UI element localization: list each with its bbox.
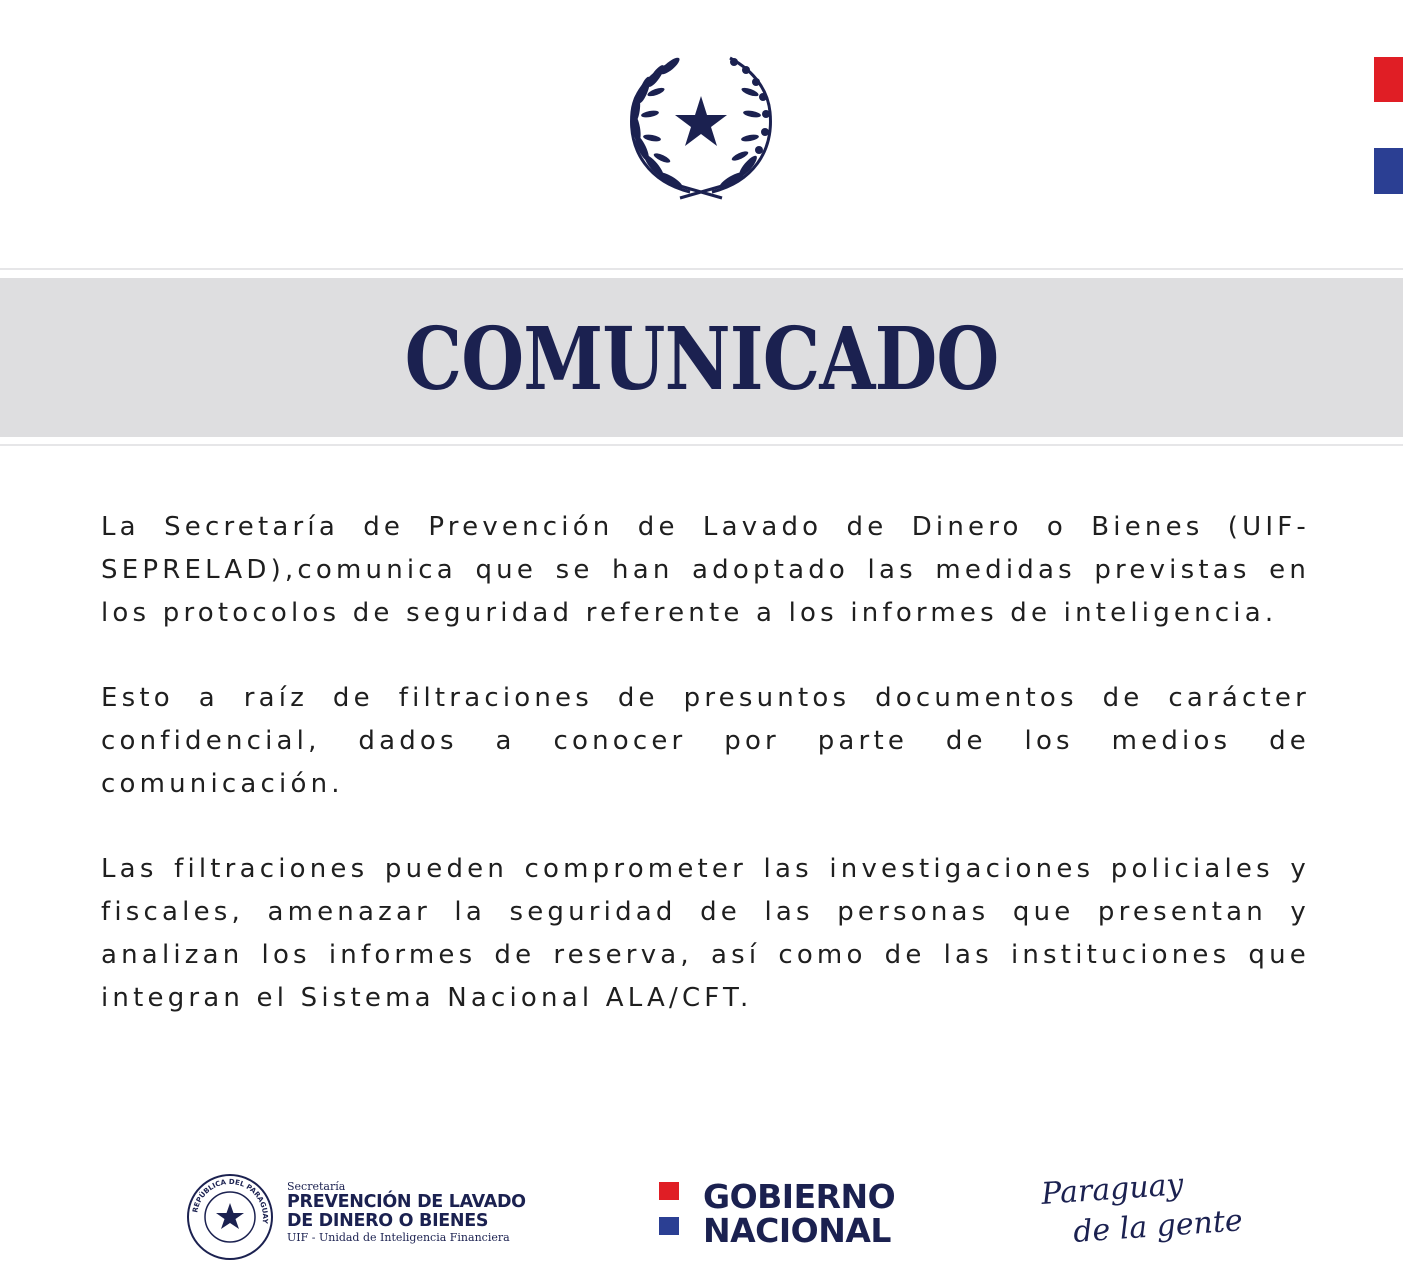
paraguay-line-1: Paraguay bbox=[1040, 1167, 1185, 1212]
paragraph-1: La Secretaría de Prevención de Lavado de Dinero o Bienes (UIF-SEPRELAD),comunica que se han adoptado las medidas previstas en los protocolos de seguridad referente a los informes de inteligencia. bbox=[101, 512, 1310, 628]
seprelad-line-2: DE DINERO O BIENES bbox=[287, 1211, 489, 1231]
divider-bottom bbox=[0, 444, 1403, 446]
page-title: COMUNICADO bbox=[404, 309, 999, 410]
statement-body bbox=[101, 506, 1310, 1062]
gobierno-squares-icon bbox=[659, 1180, 681, 1246]
seprelad-label: Secretaría bbox=[287, 1180, 346, 1193]
laurel-star-emblem-icon bbox=[620, 52, 782, 200]
title-band bbox=[0, 278, 1403, 437]
seprelad-line-1: PREVENCIÓN DE LAVADO bbox=[287, 1192, 526, 1212]
seprelad-line-3: UIF - Unidad de Inteligencia Financiera bbox=[287, 1231, 510, 1244]
flag-blue-stripe bbox=[1374, 148, 1403, 194]
seprelad-logo-text bbox=[287, 1180, 526, 1245]
paraguay-line-2: de la gente bbox=[1072, 1203, 1244, 1250]
flag-red-stripe bbox=[1374, 57, 1403, 102]
gobierno-nacional-logo bbox=[659, 1177, 896, 1250]
paragraph-2: Esto a raíz de filtraciones de presuntos documentos de carácter confidencial, dados a conocer por parte de los medios de comunicación. bbox=[101, 683, 1310, 799]
paragraph-3: Las filtraciones pueden comprometer las investigaciones policiales y fiscales, amenazar la seguridad de las personas que presentan y analizan los informes de reserva, así como de las instituciones que integran el Sistema Nacional ALA/CFT. bbox=[101, 854, 1310, 1013]
divider-top bbox=[0, 268, 1403, 270]
gobierno-line-1: GOBIERNO bbox=[703, 1177, 896, 1216]
gobierno-line-2: NACIONAL bbox=[703, 1211, 891, 1250]
paraguay-de-la-gente-logo bbox=[1040, 1167, 1244, 1260]
seal-text: REPÚBLICA DEL PARAGUAY bbox=[191, 1177, 270, 1224]
national-seal-icon bbox=[186, 1173, 274, 1261]
